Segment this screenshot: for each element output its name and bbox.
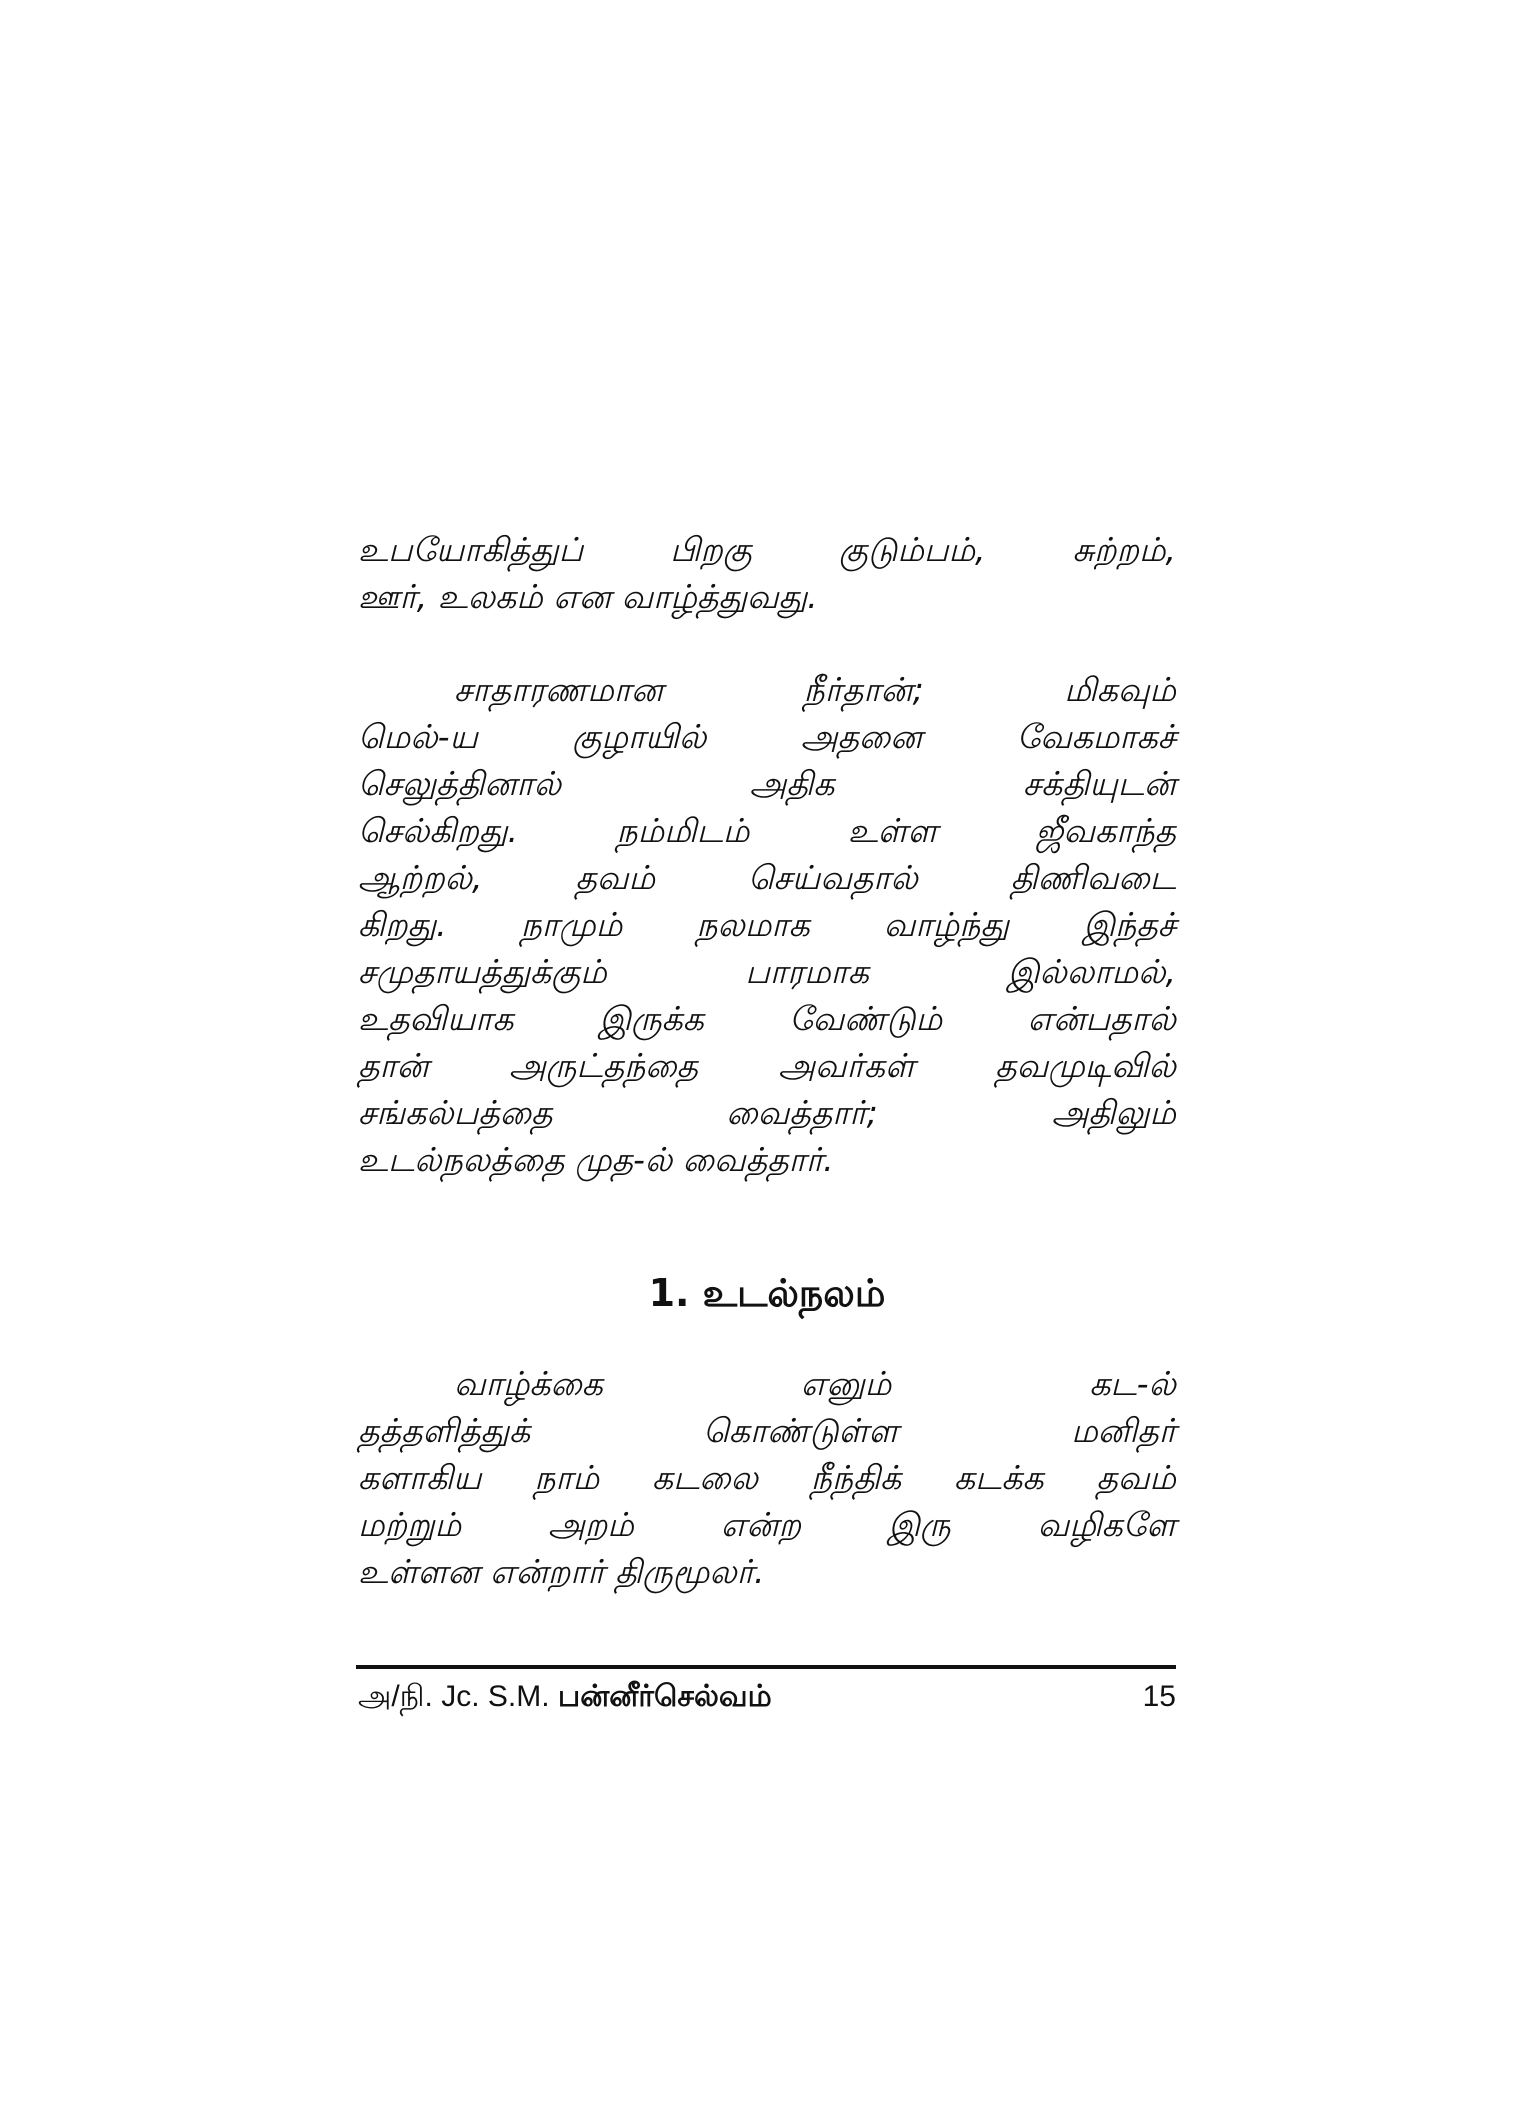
paragraph-thirumoolar — [358, 1360, 1176, 1595]
text-line: சமுதாயத்துக்கும் பாரமாக இல்லாமல், — [358, 952, 1176, 991]
text-line: உள்ளன என்றார் திருமூலர். — [358, 1552, 765, 1591]
author-name: பன்னீர்செல்வம் — [557, 1680, 772, 1713]
text-line: உதவியாக இருக்க வேண்டும் என்பதால் — [358, 999, 1176, 1038]
text-line: களாகிய நாம் கடலை நீந்திக் கடக்க தவம் — [358, 1458, 1176, 1497]
page-number: 15 — [1142, 1680, 1176, 1713]
paragraph-continuation — [358, 526, 1176, 620]
text-line: தத்தளித்துக் கொண்டுள்ள மனிதர் — [358, 1411, 1176, 1450]
text-line: மெல்-ய குழாயில் அதனை வேகமாகச் — [358, 717, 1176, 756]
section-heading: 1. உடல்நலம் — [648, 1271, 886, 1315]
text-line: செலுத்தினால் அதிக சக்தியுடன் — [358, 764, 1176, 803]
footer-author — [358, 1675, 772, 1719]
text-line: சங்கல்பத்தை வைத்தார்; அதிலும் — [358, 1093, 1176, 1132]
text-line: உடல்நலத்தை முத-ல் வைத்தார். — [358, 1140, 834, 1179]
footer-divider — [356, 1665, 1176, 1669]
text-line: தான் அருட்தந்தை அவர்கள் தவமுடிவில் — [358, 1046, 1176, 1085]
text-line: ஊர், உலகம் என வாழ்த்துவது. — [358, 577, 818, 616]
text-line: வாழ்க்கை எனும் கட-ல் — [454, 1364, 1176, 1403]
text-line: கிறது. நாமும் நலமாக வாழ்ந்து இந்தச் — [358, 905, 1176, 944]
author-prefix: அ/நி. Jc. S.M. — [358, 1680, 550, 1713]
text-line: ஆற்றல், தவம் செய்வதால் திணிவடை — [358, 858, 1176, 897]
text-line: உபயோகித்துப் பிறகு குடும்பம், சுற்றம், — [358, 530, 1176, 569]
text-line: சாதாரணமான நீர்தான்; மிகவும் — [454, 670, 1176, 709]
text-line: மற்றும் அறம் என்ற இரு வழிகளே — [358, 1505, 1176, 1544]
paragraph-jeevakantham — [358, 666, 1176, 1183]
text-line: செல்கிறது. நம்மிடம் உள்ள ஜீவகாந்த — [358, 811, 1176, 850]
page-footer — [358, 1675, 1176, 1719]
